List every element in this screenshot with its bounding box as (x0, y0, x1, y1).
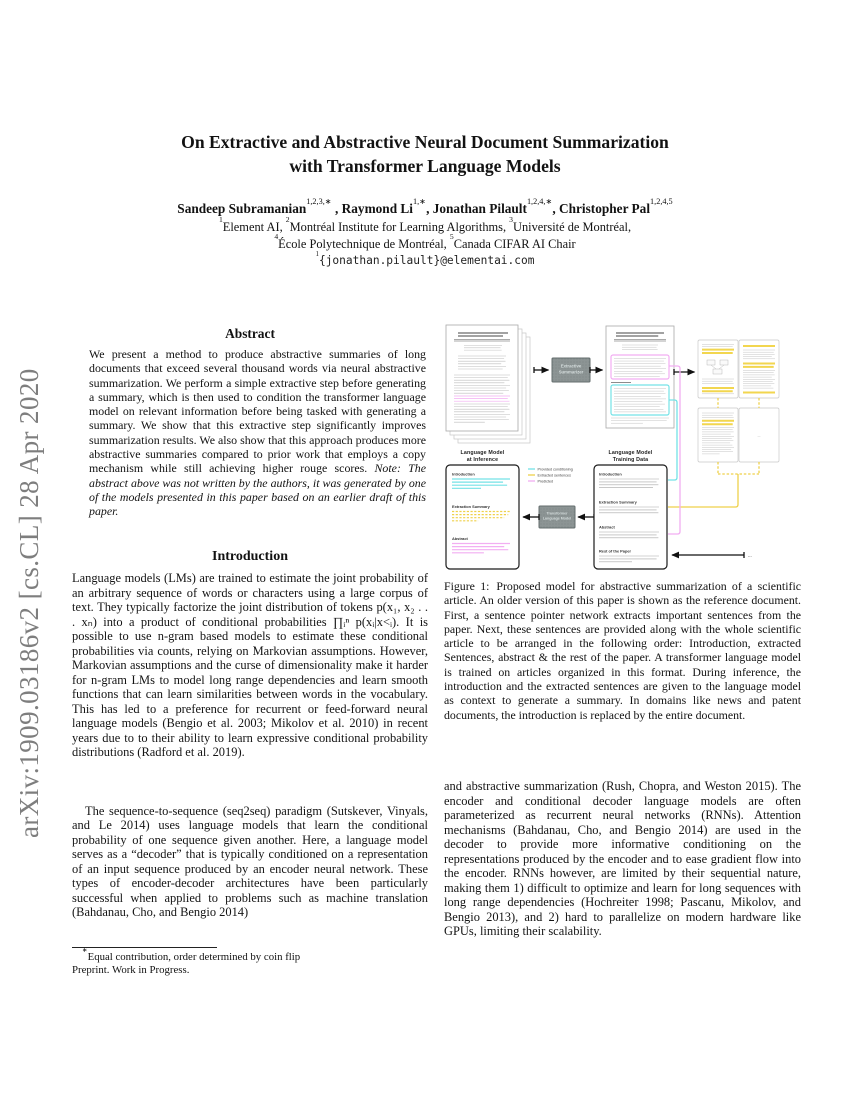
inference-section-abstract: Abstract (452, 536, 468, 541)
extracted-sentences-connector-solid (668, 474, 738, 507)
contact-email: $^1${jonathan.pilault}@elementai.com (315, 249, 535, 267)
figure-legend (528, 467, 573, 483)
arxiv-watermark: arXiv:1909.03186v2 [cs.CL] 28 Apr 2020 (14, 368, 44, 838)
author-2: Raymond $Li^{1,∗}$, (341, 196, 433, 216)
arrow-stack-to-extractive (534, 367, 549, 373)
training-title-line2: Training Data (612, 457, 649, 463)
figure1 (444, 322, 805, 574)
author-3: Jonathan Pilault$^{1,2,4,∗}$, (432, 196, 560, 216)
training-section-rest-of-paper: Rest of the Paper (599, 548, 631, 554)
transformer-language-model-box (539, 506, 575, 528)
inference-section-introduction: Introduction (452, 471, 475, 477)
training-section-introduction: Introduction (599, 471, 622, 477)
abstract-generated-note: Note: The abstract above was not written by the authors, it was generated by one of the models presented in this paper based on an earlier draft of this paper. (89, 461, 426, 519)
inference-title-line1: Language Model (460, 450, 505, 456)
figure1-caption-label: Figure 1: (444, 579, 490, 593)
arrow-transformer-to-inference (523, 514, 539, 520)
arrow-training-to-transformer (578, 514, 594, 520)
right-column-paragraph: and abstractive summarization (Rush, Chopra, and Weston 2015). The encoder and conditional decoder language models are often parameterized as recurrent neural networks (RNNs). Attention mechanisms (Bahdanau, Cho, and Bengio 2014) are used in the decoder to provide more informative conditioning on the representations produced by the encoder and to ease gradient flow into the encoder. RNNs however, are limited by their sequential nature, making them 1) difficult to optimize and learn for long sequences with long range dependencies (Hochreiter 1998; Pascanu, Mikolov, and Bengio 2013), and 2) hard to parallelize on modern hardware like GPUs, limiting their scalability. (444, 779, 801, 938)
arrow-extractive-to-document (590, 367, 603, 373)
language-model-at-inference (446, 450, 519, 569)
legend-provided-conditioning-label: Provided conditioning (537, 467, 573, 472)
abstract-heading: Abstract (225, 326, 275, 341)
inference-title-line2: at Inference (466, 457, 499, 463)
author-4-affiliation-sup: 1,2,4,5 (650, 196, 673, 206)
extractive-summarizer-box (552, 358, 590, 382)
reference-paper-stack (446, 325, 530, 443)
author-2-affiliation-sup: 1,∗ (412, 196, 427, 206)
reference-document (606, 326, 674, 428)
legend-extracted-sentences-label: Extracted sentences (537, 473, 571, 478)
figure1-diagram (444, 322, 805, 574)
arrow-rest-of-paper (672, 552, 744, 558)
extractive-summarizer-label-1: Extractive (560, 363, 582, 369)
figure1-caption (444, 579, 801, 722)
extractive-summarizer-label-2: Summarizer (558, 369, 584, 375)
legend-predicted-label: Predicted (537, 479, 554, 484)
abstract-body (89, 347, 426, 519)
inference-section-extraction-summary: Extraction Summary (452, 504, 490, 509)
abstract-text: We present a method to produce abstractive summaries of long documents that exceed several thousand words via neural abstractive summarization. We perform a simple extractive step before generating a summary, which is then used to condition the transformer language model on relevant information before being tasked with generating a summary. We show that this extractive step significantly improves summarization results. We also show that this approach produces more abstractive summaries compared to prior work that employs a copy mechanism while still achieving higher rouge scores. (89, 347, 426, 476)
footnote-rule (72, 947, 217, 948)
paper-title (0, 131, 850, 178)
author-3-affiliation-sup: 1,2,4,∗ (526, 196, 553, 206)
rest-of-paper-ellipsis: ... (748, 554, 752, 559)
footnote-equal-contribution: ∗Equal contribution, order determined by coin flip (82, 947, 301, 963)
transformer-label-1: Transformer (546, 511, 568, 516)
paper-title-line2: with Transformer Language Models (289, 155, 561, 176)
affiliations-line2: $^4$École Polytechnique de Montréal, $^5$Canada CIFAR AI Chair (274, 232, 576, 251)
authors-line (0, 196, 850, 217)
introduction-paragraph-2: The sequence-to-sequence (seq2seq) paradigm (Sutskever, Vinyals, and Le 2014) uses language models that learn the conditional probability of one sequence given another. Here, a language model serves as a “decoder” that is typically conditioned on a representation of an input sequence produced by an encoder neural network. These types of encoder-decoder architectures have been particularly successful when applied to problems such as machine translation (Bahdanau, Cho, and Bengio 2014) (72, 803, 428, 919)
author-1: Sandeep Subramanian$^{1,2,3,∗}$ , (177, 196, 342, 216)
footnote (72, 947, 428, 978)
figure1-caption-text: Proposed model for abstractive summarization of a scientific article. An older version of this paper is shown as the reference document. First, a sentence pointer network extracts important sentences from the paper. Next, these sentences are provided along with the whole scientific article to be arranged in the following order: Introduction, extracted Sentences, abstract & the rest of the paper. A transformer language model is trained on articles organized in this format. During inference, the introduction and the extracted sentences are given to the language model as context to generate a summary. In domains like news and patent documents, the introduction is replaced by the entire document. (444, 579, 801, 722)
extracted-pages-bottom-spread (698, 408, 779, 462)
author-4: Christopher Pal$^{1,2,4,5}$ (559, 196, 673, 216)
training-section-extraction-summary: Extraction Summary (599, 499, 637, 505)
blank-page-ellipsis: ... (757, 433, 761, 438)
author-1-affiliation-sup: 1,2,3,∗ (306, 196, 332, 206)
paper-title-line1: On Extractive and Abstractive Neural Document Summarization (181, 132, 669, 152)
affiliations-line1: $^1$Element AI, $^2$Montréal Institute for Learning Algorithms, $^3$Université de Montréal, (218, 215, 632, 234)
arrow-document-to-pages (674, 369, 695, 375)
transformer-label-2: Language Model (542, 516, 572, 521)
introduction-heading: Introduction (212, 549, 288, 564)
footnote-preprint: Preprint. Work in Progress. (72, 964, 190, 977)
extracted-pages-top-spread (698, 340, 779, 398)
training-title-line1: Language Model (608, 450, 653, 456)
introduction-paragraph-1: Language models (LMs) are trained to estimate the joint probability of an arbitrary sequence of words or characters using a large corpus of text. They typically factorize the joint distribution of tokens p(x₁, x₂ . . . xₙ) into a product of conditional probabilities ∏ᵢⁿ p(xᵢ|x<ᵢ). It is possible to use n-gram based models to estimate these conditional probabilities via counts, relying on Markovian assumptions. However, Markovian assumptions and the curse of dimensionality make it harder for n-gram LMs to model long range dependencies and learn smooth functions that can learn similarities between words in the vocabulary. This has led to a preference for recurrent or feed-forward neural language models (Bengio et al. 2003; Mikolov et al. 2010) in recent years due to to their ability to learn expressive conditional probability distributions (Radford et al. 2019). (72, 571, 428, 759)
language-model-training-data (594, 450, 667, 569)
training-section-abstract: Abstract (599, 524, 615, 530)
